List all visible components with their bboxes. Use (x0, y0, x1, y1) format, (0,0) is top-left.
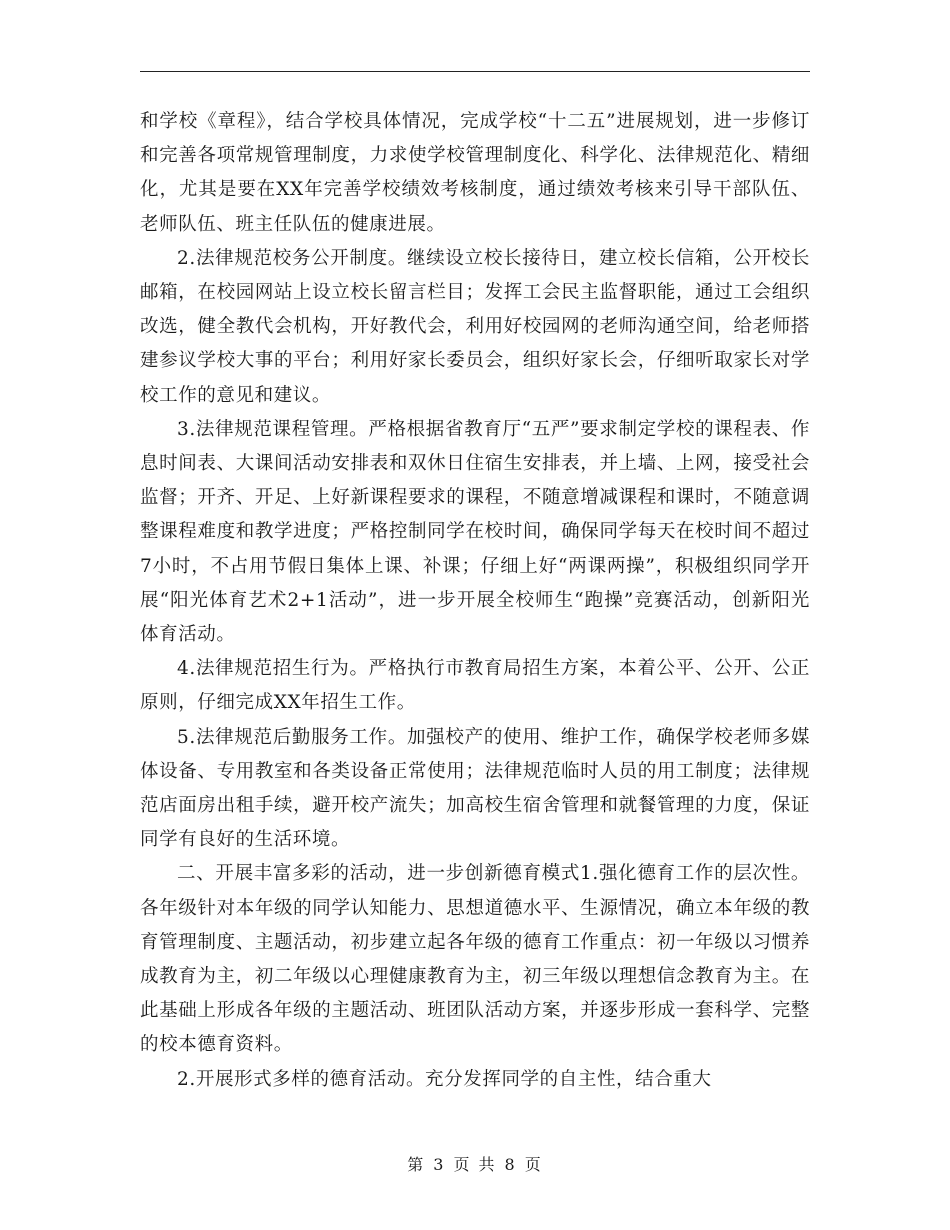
header-rule (140, 71, 810, 72)
footer-page-number: 3 (433, 1155, 446, 1174)
footer-total-pages: 8 (504, 1155, 517, 1174)
paragraph: 和学校《章程》，结合学校具体情况，完成学校“十二五”进展规划，进一步修订和完善各项常规管理制度，力求使学校管理制度化、科学化、法律规范化、精细化，尤其是要在XX年完善学校绩效考核制度，通过绩效考核来引导干部队伍、老师队伍、班主任队伍的健康进展。 (140, 111, 810, 235)
paragraph: 2.开展形式多样的德育活动。充分发挥同学的自主性，结合重大 (177, 1068, 712, 1090)
page-footer (0, 1152, 950, 1175)
paragraph: 3.法律规范课程管理。严格根据省教育厅“五严”要求制定学校的课程表、作息时间表、大课间活动安排表和双休日住宿生安排表，并上墙、上网，接受社会监督；开齐、开足、上好新课程要求的课程，不随意增减课程和课时，不随意调整课程难度和教学进度；严格控制同学在校时间，确保同学每天在校时间不超过7小时，不占用节假日集体上课、补课；仔细上好“两课两操”，积极组织同学开展“阳光体育艺术2+1活动”，进一步开展全校师生“跑操”竞赛活动，创新阳光体育活动。 (140, 418, 810, 646)
body-text (140, 105, 810, 1097)
footer-middle: 页 共 (453, 1155, 497, 1174)
footer-suffix: 页 (524, 1155, 543, 1174)
paragraph: 二、开展丰富多彩的活动，进一步创新德育模式1.强化德育工作的层次性。各年级针对本年级的同学认知能力、思想道德水平、生源情况，确立本年级的教育管理制度、主题活动，初步建立起各年级的德育工作重点：初一年级以习惯养成教育为主，初二年级以心理健康教育为主，初三年级以理想信念教育为主。在此基础上形成各年级的主题活动、班团队活动方案，并逐步形成一套科学、完整的校本德育资料。 (140, 863, 810, 1056)
paragraph: 5.法律规范后勤服务工作。加强校产的使用、维护工作，确保学校老师多媒体设备、专用教室和各类设备正常使用；法律规范临时人员的用工制度；法律规范店面房出租手续，避开校产流失；加高校生宿舍管理和就餐管理的力度，保证同学有良好的生活环境。 (140, 726, 810, 851)
paragraph: 4.法律规范招生行为。严格执行市教育局招生方案，本着公平、公开、公正原则，仔细完成XX年招生工作。 (140, 658, 810, 714)
paragraph: 2.法律规范校务公开制度。继续设立校长接待日，建立校长信箱，公开校长邮箱，在校园网站上设立校长留言栏目；发挥工会民主监督职能，通过工会组织改选，健全教代会机构，开好教代会，利用好校园网的老师沟通空间，给老师搭建参议学校大事的平台；利用好家长委员会，组织好家长会，仔细听取家长对学校工作的意见和建议。 (140, 247, 810, 406)
footer-prefix: 第 (407, 1155, 426, 1174)
